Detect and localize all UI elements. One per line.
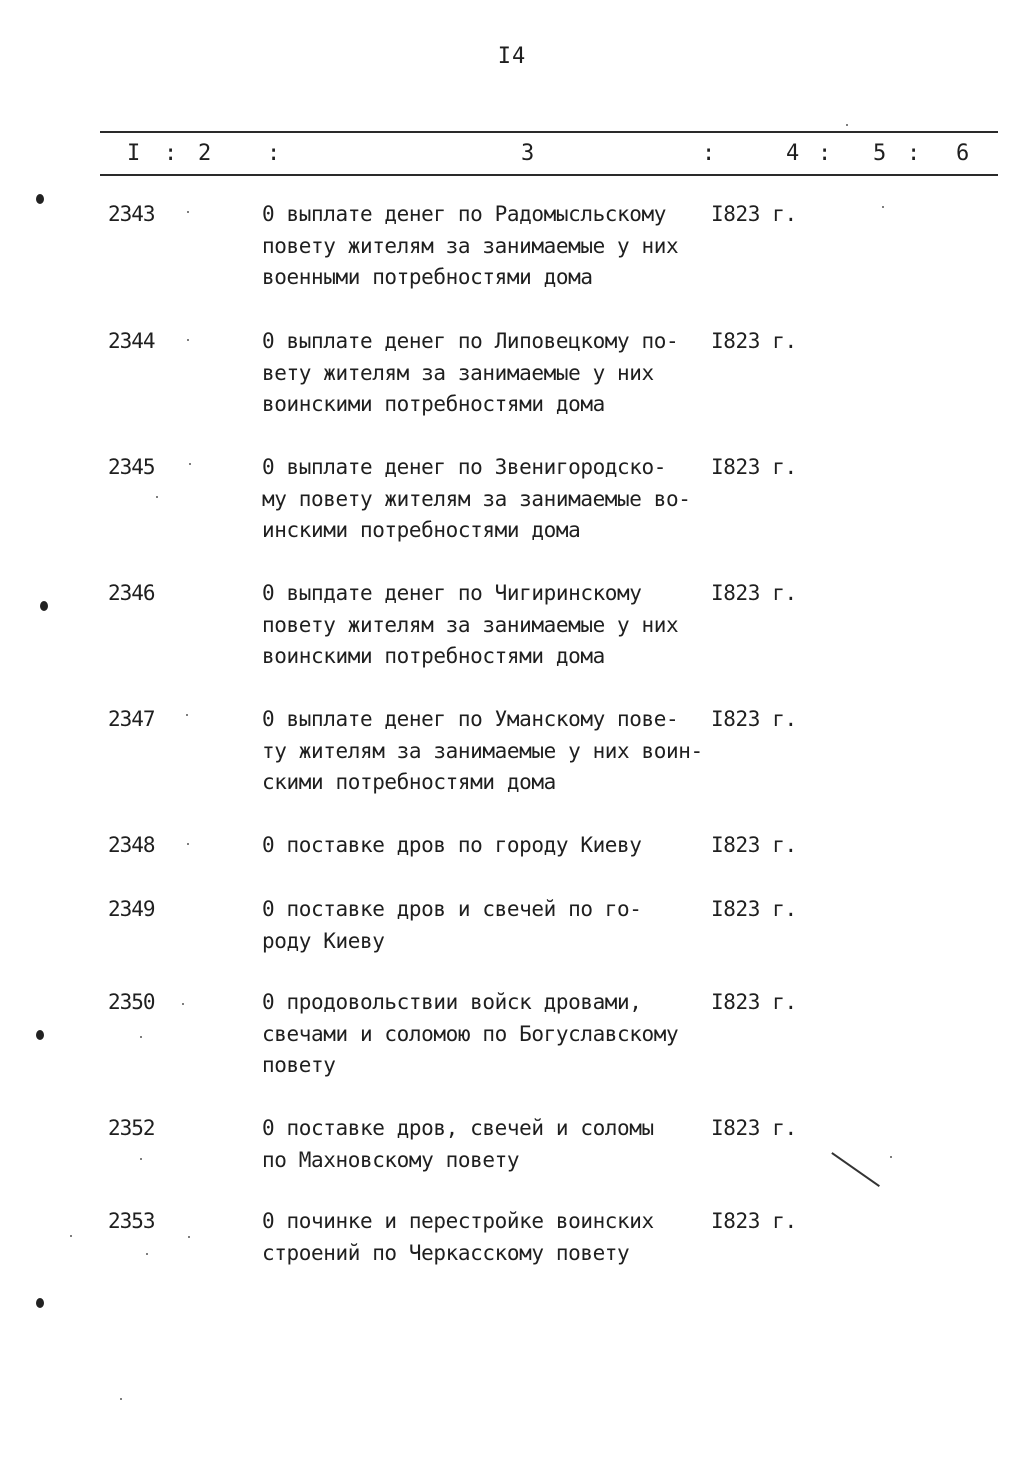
scan-speck xyxy=(182,1003,184,1005)
header-separator: : xyxy=(702,141,716,166)
header-col-1: I xyxy=(127,141,141,166)
row-description: 0 продовольствии войск дровами, свечами и соломою по Богуславскому повету xyxy=(262,990,679,1077)
row-number: 2347 xyxy=(108,707,155,731)
scan-speck xyxy=(70,1235,72,1237)
header-separator: : xyxy=(907,141,921,166)
scan-speck xyxy=(189,463,191,465)
row-description: 0 выплате денег по Радомысльскому повету жителям за занимаемые у них военными потребностями дома xyxy=(262,202,679,289)
header-top-rule xyxy=(100,131,998,133)
scan-speck xyxy=(187,339,189,341)
row-year: I823 г. xyxy=(711,833,797,857)
scan-speck xyxy=(140,1036,142,1038)
scan-speck xyxy=(890,1156,892,1158)
row-description: 0 поставке дров по городу Киеву xyxy=(262,833,642,857)
row-year: I823 г. xyxy=(711,897,797,921)
row-number: 2350 xyxy=(108,990,155,1014)
row-number: 2352 xyxy=(108,1116,155,1140)
scan-speck xyxy=(846,124,848,126)
scan-speck xyxy=(186,714,188,716)
row-number: 2346 xyxy=(108,581,155,605)
row-year: I823 г. xyxy=(711,329,797,353)
header-col-2: 2 xyxy=(198,141,212,166)
row-description: 0 выплате денег по Липовецкому по- вету жителям за занимаемые у них воинскими потребностями дома xyxy=(262,329,679,416)
row-year: I823 г. xyxy=(711,202,797,226)
row-description: 0 выплате денег по Звенигородско- му повету жителям за занимаемые во- инскими потребностями дома xyxy=(262,455,691,542)
header-separator: : xyxy=(818,141,832,166)
row-year: I823 г. xyxy=(711,990,797,1014)
row-number: 2343 xyxy=(108,202,155,226)
page-number: I4 xyxy=(497,44,527,69)
scan-speck xyxy=(156,496,158,498)
row-description: 0 поставке дров, свечей и соломы по Махновскому повету xyxy=(262,1116,654,1172)
row-year: I823 г. xyxy=(711,1209,797,1233)
scan-speck xyxy=(187,843,189,845)
scan-speck xyxy=(187,211,189,213)
header-col-5: 5 xyxy=(873,141,887,166)
row-number: 2349 xyxy=(108,897,155,921)
scan-speck xyxy=(188,1236,190,1238)
header-separator: : xyxy=(267,141,281,166)
binder-hole-mark xyxy=(40,601,48,611)
row-number: 2353 xyxy=(108,1209,155,1233)
header-separator: : xyxy=(164,141,178,166)
row-year: I823 г. xyxy=(711,1116,797,1140)
header-col-6: 6 xyxy=(956,141,970,166)
scan-speck xyxy=(140,1158,142,1160)
header-col-4: 4 xyxy=(786,141,800,166)
row-description: 0 поставке дров и свечей по го- роду Киеву xyxy=(262,897,642,953)
row-number: 2345 xyxy=(108,455,155,479)
scan-speck xyxy=(146,1253,148,1255)
scan-speck xyxy=(882,206,884,208)
row-number: 2348 xyxy=(108,833,155,857)
binder-hole-mark xyxy=(36,194,44,204)
row-year: I823 г. xyxy=(711,707,797,731)
pencil-stroke xyxy=(832,1152,880,1186)
row-number: 2344 xyxy=(108,329,155,353)
header-bottom-rule xyxy=(100,174,998,176)
scan-speck xyxy=(120,1398,122,1400)
binder-hole-mark xyxy=(36,1298,44,1308)
row-description: 0 выплате денег по Уманскому пове- ту жителям за занимаемые у них воин- скими потребностями дома xyxy=(262,707,703,794)
row-description: 0 починке и перестройке воинских строений по Черкасскому повету xyxy=(262,1209,654,1265)
row-description: 0 выпдате денег по Чигиринскому повету жителям за занимаемые у них воинскими потребностями дома xyxy=(262,581,679,668)
binder-hole-mark xyxy=(36,1030,44,1040)
row-year: I823 г. xyxy=(711,581,797,605)
row-year: I823 г. xyxy=(711,455,797,479)
header-col-3: 3 xyxy=(521,141,535,166)
